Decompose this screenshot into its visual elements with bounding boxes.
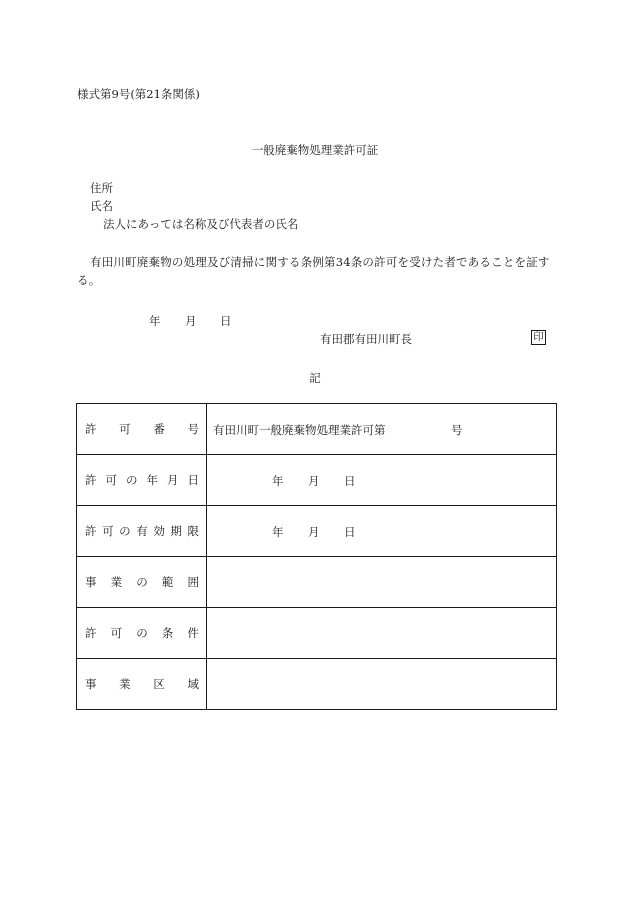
issue-date-day: 日 bbox=[220, 314, 232, 328]
label-char: 号 bbox=[187, 422, 199, 436]
label-char: 事 bbox=[85, 575, 97, 589]
name-label: 氏名 bbox=[90, 199, 113, 213]
issue-date-month: 月 bbox=[185, 314, 197, 328]
business-scope-cell bbox=[207, 557, 557, 608]
validity-date-day: 日 bbox=[344, 525, 356, 539]
permit-details-table bbox=[76, 403, 557, 710]
permit-date-cell bbox=[207, 455, 557, 506]
permit-conditions-cell bbox=[207, 608, 557, 659]
label-char: の bbox=[126, 473, 138, 487]
label-characters bbox=[85, 421, 199, 437]
label-char: 可 bbox=[110, 626, 123, 640]
table-row bbox=[77, 506, 557, 557]
validity-date-month: 月 bbox=[308, 525, 320, 539]
permit-date-month: 月 bbox=[308, 474, 320, 488]
table-row bbox=[77, 557, 557, 608]
label-characters bbox=[85, 625, 199, 641]
corporate-name-note: 法人にあっては名称及び代表者の氏名 bbox=[103, 217, 299, 231]
address-label: 住所 bbox=[90, 181, 113, 195]
label-char: 可 bbox=[119, 422, 131, 436]
label-char: 限 bbox=[187, 524, 199, 538]
notice-heading: 記 bbox=[309, 371, 321, 385]
permit-number-suffix: 号 bbox=[451, 423, 463, 437]
label-char: 可 bbox=[105, 473, 117, 487]
permit-number-cell bbox=[207, 404, 557, 455]
label-char: 可 bbox=[102, 524, 114, 538]
table-row bbox=[77, 455, 557, 506]
validity-date-year: 年 bbox=[272, 525, 284, 539]
label-characters bbox=[85, 676, 199, 692]
label-char: 域 bbox=[187, 677, 199, 691]
label-char: 有 bbox=[136, 524, 148, 538]
label-char: 月 bbox=[167, 473, 179, 487]
label-char: 件 bbox=[187, 626, 199, 640]
document-title: 一般廃棄物処理業許可証 bbox=[251, 143, 379, 157]
table-row bbox=[77, 659, 557, 710]
label-char: 日 bbox=[187, 473, 199, 487]
row-label-permit-date bbox=[77, 455, 207, 506]
label-char: 区 bbox=[153, 677, 165, 691]
issue-date-year: 年 bbox=[149, 314, 161, 328]
certification-text: 有田川町廃棄物の処理及び清掃に関する条例第34条の許可を受けた者であることを証する。 bbox=[77, 255, 550, 287]
label-char: 囲 bbox=[187, 575, 199, 589]
label-char: 許 bbox=[85, 422, 97, 436]
permit-number-prefix: 有田川町一般廃棄物処理業許可第 bbox=[213, 423, 386, 437]
label-char: 許 bbox=[85, 473, 97, 487]
label-char: の bbox=[119, 524, 131, 538]
label-char: 効 bbox=[153, 524, 165, 538]
row-label-permit-number bbox=[77, 404, 207, 455]
label-char: 条 bbox=[161, 626, 174, 640]
label-char: 事 bbox=[85, 677, 97, 691]
label-char: 業 bbox=[119, 677, 131, 691]
label-char: 許 bbox=[85, 626, 97, 640]
label-characters bbox=[85, 472, 199, 488]
label-char: の bbox=[136, 575, 148, 589]
label-characters bbox=[85, 523, 199, 539]
issuer-title: 有田郡有田川町長 bbox=[320, 332, 412, 346]
form-number: 様式第9号(第21条関係) bbox=[77, 87, 200, 101]
label-characters bbox=[85, 574, 199, 590]
label-char: の bbox=[136, 626, 148, 640]
table-row bbox=[77, 608, 557, 659]
row-label-validity-period bbox=[77, 506, 207, 557]
seal-stamp-mark: 印 bbox=[531, 330, 546, 345]
label-char: 範 bbox=[161, 575, 174, 589]
label-char: 期 bbox=[170, 524, 182, 538]
row-label-business-area bbox=[77, 659, 207, 710]
label-char: 年 bbox=[146, 473, 158, 487]
row-label-business-scope bbox=[77, 557, 207, 608]
label-char: 番 bbox=[153, 422, 165, 436]
validity-period-cell bbox=[207, 506, 557, 557]
label-char: 業 bbox=[110, 575, 123, 589]
permit-date-year: 年 bbox=[272, 474, 284, 488]
business-area-cell bbox=[207, 659, 557, 710]
permit-date-day: 日 bbox=[344, 474, 356, 488]
label-char: 許 bbox=[85, 524, 97, 538]
row-label-permit-conditions bbox=[77, 608, 207, 659]
table-row bbox=[77, 404, 557, 455]
